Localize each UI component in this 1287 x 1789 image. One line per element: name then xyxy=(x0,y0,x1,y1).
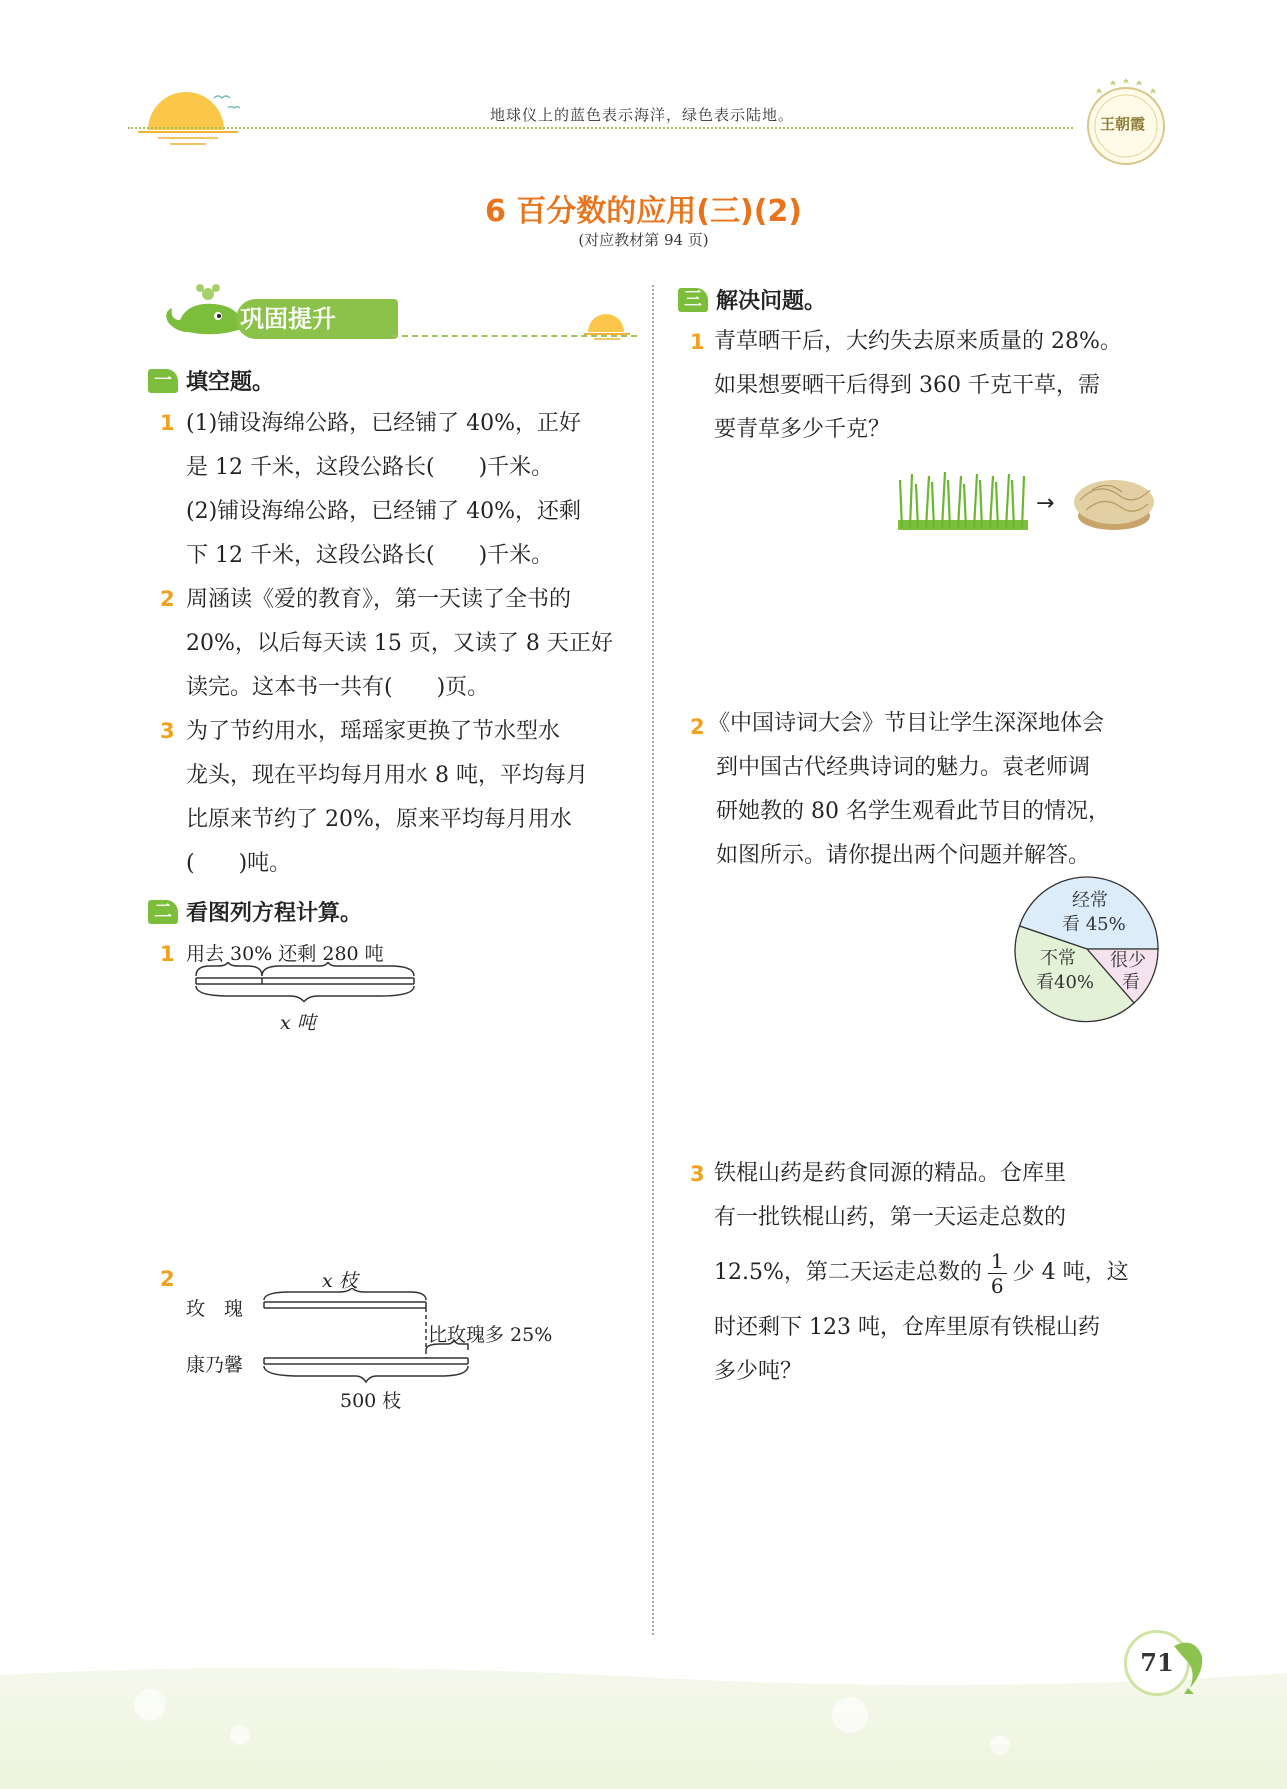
s3-q1-line: 要青草多少千克？ xyxy=(714,417,891,442)
sunset-icon xyxy=(128,80,248,150)
pie-label-rarely-2: 看 xyxy=(1122,972,1140,993)
s3-q3-line3b: 少 4 吨，这 xyxy=(1012,1260,1129,1285)
s1-q2-number: 2 xyxy=(160,587,175,611)
s3-q3-line3a: 12.5%，第二天运走总数的 xyxy=(714,1260,982,1285)
s1-q2-line: 周涵读《爱的教育》，第一天读了全书的 xyxy=(186,587,572,612)
s1-q2-line: 20%，以后每天读 15 页，又读了 8 天正好 xyxy=(186,631,613,656)
s3-q2-line: 《中国诗词大会》节目让学生深深地体会 xyxy=(708,711,1105,736)
s3-q2-line: 如图所示。请你提出两个问题并解答。 xyxy=(716,843,1091,868)
s1-q1-text xyxy=(186,402,636,578)
s1-q1-number: 1 xyxy=(160,411,175,435)
s1-q1-line: (1)铺设海绵公路，已经铺了 40%，正好 xyxy=(186,411,582,436)
grass-to-hay-illustration xyxy=(896,470,1158,532)
whale-icon xyxy=(158,282,248,342)
section2-title: 看图列方程计算。 xyxy=(186,901,363,926)
section3-title: 解决问题。 xyxy=(716,289,827,314)
header-tip: 地球仪上的蓝色表示海洋，绿色表示陆地。 xyxy=(490,106,795,124)
s3-q2-number: 2 xyxy=(690,715,705,739)
pie-label-often-1: 经常 xyxy=(1072,890,1108,911)
s3-q3-line: 有一批铁棍山药，第一天运走总数的 xyxy=(714,1205,1067,1230)
s2-q1-bottom-label: x 吨 xyxy=(280,1012,316,1034)
s1-q1-line: 下 12 千米，这段公路长( )千米。 xyxy=(186,543,554,568)
fraction-denominator: 6 xyxy=(990,1273,1004,1298)
s2-q1-number: 1 xyxy=(160,942,175,966)
s3-q1-text xyxy=(714,320,1174,452)
s3-q2-line: 到中国古代经典诗词的魅力。袁老师调 xyxy=(716,755,1091,780)
fraction xyxy=(988,1249,1007,1298)
s1-q3-text xyxy=(186,710,636,886)
s3-q1-number: 1 xyxy=(690,330,705,354)
section1-heading xyxy=(148,365,274,396)
pie-label-notoften-1: 不常 xyxy=(1040,948,1076,969)
section3-heading xyxy=(678,284,826,315)
s3-q2-line: 研她教的 80 名学生观看此节目的情况， xyxy=(716,799,1110,824)
s2-q2-row1-label: 玫 瑰 xyxy=(186,1298,244,1320)
pie-label-notoften-2: 看40% xyxy=(1036,972,1095,993)
s1-q3-line: ( )吨。 xyxy=(186,851,292,876)
svg-text:→: → xyxy=(1036,491,1055,516)
page-number: 71 xyxy=(1124,1630,1190,1696)
s1-q3-line: 龙头，现在平均每月用水 8 吨，平均每月 xyxy=(186,763,588,788)
s1-q2-text xyxy=(186,578,636,710)
s2-q2-row2-label: 康乃馨 xyxy=(186,1354,244,1376)
s1-q2-line: 读完。这本书一共有( )页。 xyxy=(186,675,490,700)
s3-q1-line: 如果想要晒干后得到 360 千克干草，需 xyxy=(714,373,1100,398)
pie-label-often-2: 看 45% xyxy=(1062,914,1126,935)
s2-q2-top-label: x 枝 xyxy=(322,1270,358,1292)
section2-heading xyxy=(148,896,362,927)
s1-q1-line: 是 12 千米，这段公路长( )千米。 xyxy=(186,455,554,480)
s3-q2-text xyxy=(708,702,1178,878)
section-banner: 巩固提升 xyxy=(236,299,398,339)
footer-bubbles xyxy=(0,1665,1287,1789)
page-subtitle: (对应教材第 94 页) xyxy=(578,231,709,249)
s1-q3-line: 比原来节约了 20%，原来平均每月用水 xyxy=(186,807,572,832)
s2-q2-bottom-label: 500 枝 xyxy=(340,1390,402,1412)
section2-badge: 二 xyxy=(148,900,178,924)
s3-q3-line: 时还剩下 123 吨，仓库里原有铁棍山药 xyxy=(714,1315,1100,1340)
pie-label-rarely-1: 很少 xyxy=(1110,950,1146,971)
s2-q1-top-label: 用去 30% 还剩 280 吨 xyxy=(186,943,384,965)
publisher-logo-text: 王朝霞 xyxy=(1100,115,1146,133)
s1-q1-line: (2)铺设海绵公路，已经铺了 40%，还剩 xyxy=(186,499,582,524)
s1-q3-number: 3 xyxy=(160,719,175,743)
s3-q3-text xyxy=(714,1152,1174,1394)
fraction-numerator: 1 xyxy=(988,1249,1007,1274)
s3-q1-line: 青草晒干后，大约失去原来质量的 28%。 xyxy=(714,329,1122,354)
s1-q3-line: 为了节约用水，瑶瑶家更换了节水型水 xyxy=(186,719,561,744)
header-divider xyxy=(128,127,1073,129)
small-sunset-icon xyxy=(584,302,630,342)
s3-q3-number: 3 xyxy=(690,1162,705,1186)
s3-q3-line-fraction xyxy=(714,1240,1174,1306)
page-title: 6 百分数的应用(三)(2) xyxy=(484,194,803,229)
section1-title: 填空题。 xyxy=(186,370,275,395)
dolphin-icon xyxy=(1168,1636,1208,1696)
s2-q1-diagram xyxy=(190,962,420,1002)
s2-q2-number: 2 xyxy=(160,1267,175,1291)
s2-q2-side-label: 比玫瑰多 25% xyxy=(428,1324,553,1346)
viewing-pie-chart xyxy=(1012,874,1162,1024)
section3-badge: 三 xyxy=(678,288,708,312)
s3-q3-line: 铁棍山药是药食同源的精品。仓库里 xyxy=(714,1161,1067,1186)
s3-q3-line: 多少吨？ xyxy=(714,1359,803,1384)
section1-badge: 一 xyxy=(148,369,178,393)
column-divider xyxy=(652,285,654,1635)
